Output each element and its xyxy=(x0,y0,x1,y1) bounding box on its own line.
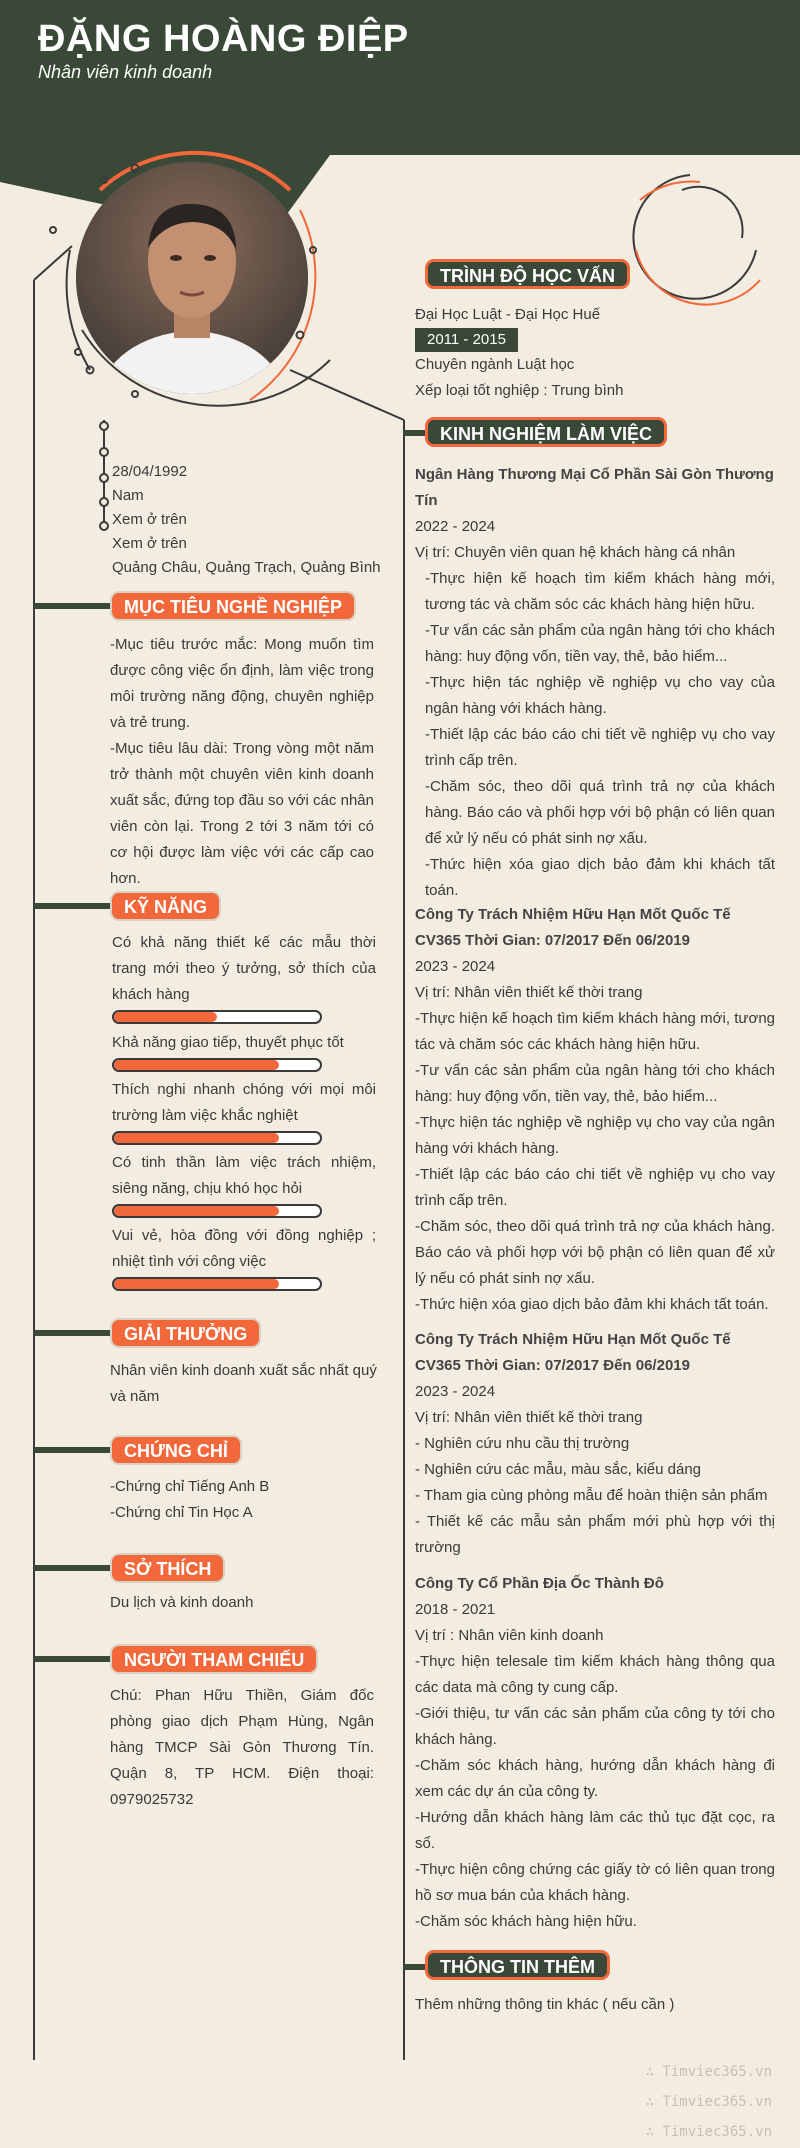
section-connector xyxy=(34,1656,114,1662)
section-title-education: TRÌNH ĐỘ HỌC VẤN xyxy=(425,259,630,289)
date-of-birth: 28/04/1992 xyxy=(112,463,188,480)
job-duty: -Tư vấn các sản phẩm của ngân hàng tới cho khách hàng: huy động vốn, tiền vay, thẻ, bảo hiểm... xyxy=(425,622,775,665)
section-title-skills: KỸ NĂNG xyxy=(110,891,221,921)
skill-level-bar xyxy=(112,1277,322,1291)
skill-level-fill xyxy=(114,1012,217,1022)
education-years: 2011 - 2015 xyxy=(415,328,518,352)
address: Quảng Châu, Quảng Trạch, Quảng Bình xyxy=(112,559,381,576)
skill-label: Thích nghi nhanh chóng với mọi môi trường làm việc khắc nghiệt xyxy=(112,1081,376,1124)
watermark: ∴ Timviec365.vn xyxy=(645,2124,772,2140)
section-connector xyxy=(34,1447,114,1453)
objective-short-term: -Mục tiêu trước mắc: Mong muốn tìm được công việc ổn định, làm việc trong môi trường năng động, chuyên nghiệp và trẻ trung. xyxy=(110,636,374,731)
skill-item xyxy=(112,1030,376,1072)
job-position: Vị trí : Nhân viên kinh doanh xyxy=(415,1627,604,1644)
skill-item xyxy=(112,1150,376,1218)
job-position: Vị trí: Nhân viên thiết kế thời trang xyxy=(415,984,643,1001)
job-duty: -Thực hiện telesale tìm kiếm khách hàng thông qua các data mà công ty cung cấp. xyxy=(415,1653,775,1696)
section-connector xyxy=(34,1330,114,1336)
section-title-objective: MỤC TIÊU NGHỀ NGHIỆP xyxy=(110,591,356,621)
section-title-hobbies: SỞ THÍCH xyxy=(110,1553,225,1583)
email: Xem ở trên xyxy=(112,535,187,552)
section-title-awards: GIẢI THƯỞNG xyxy=(110,1318,261,1348)
watermark-text: Timviec365.vn xyxy=(662,2124,772,2140)
job-entry xyxy=(415,1327,775,1561)
section-connector xyxy=(34,1565,114,1571)
job-duty: -Thực hiện tác nghiệp về nghiệp vụ cho vay của ngân hàng với khách hàng. xyxy=(415,1114,775,1157)
skill-level-fill xyxy=(114,1060,279,1070)
job-duties xyxy=(415,1006,775,1318)
job-duty: -Thực hiện kế hoạch tìm kiếm khách hàng mới, tương tác và chăm sóc các khách hàng hiện hữu. xyxy=(415,1010,775,1053)
watermark: ∴ Timviec365.vn xyxy=(645,2064,772,2080)
skill-label: Vui vẻ, hòa đồng với đồng nghiệp ; nhiệt tình với công việc xyxy=(112,1227,376,1270)
job-years: 2023 - 2024 xyxy=(415,958,496,975)
education-years-row xyxy=(415,328,775,352)
job-duty: -Chăm sóc, theo dõi quá trình trả nợ của khách hàng. Báo cáo và phối hợp với bộ phận có liên quan để xử lý nếu có phát sinh nợ xấu. xyxy=(425,778,775,847)
job-years: 2018 - 2021 xyxy=(415,1601,496,1618)
job-duties xyxy=(415,1431,775,1561)
watermark: ∴ Timviec365.vn xyxy=(645,2094,772,2110)
skill-level-bar xyxy=(112,1010,322,1024)
gender: Nam xyxy=(112,487,144,504)
education-block xyxy=(415,302,775,404)
job-duty: -Chăm sóc, theo dõi quá trình trả nợ của khách hàng. Báo cáo và phối hợp với bộ phận có liên quan để xử lý nếu có phát sinh nợ xấu. xyxy=(415,1218,775,1287)
avatar xyxy=(76,162,308,394)
phone: Xem ở trên xyxy=(112,511,187,528)
skill-level-fill xyxy=(114,1133,279,1143)
candidate-name: ĐẶNG HOÀNG ĐIỆP xyxy=(38,18,409,60)
certificates-list xyxy=(110,1474,380,1526)
job-duty: -Giới thiệu, tư vấn các sản phẩm của công ty tới cho khách hàng. xyxy=(415,1705,775,1748)
job-entry xyxy=(415,462,775,904)
job-position: Vị trí: Nhân viên thiết kế thời trang xyxy=(415,1409,643,1426)
job-years: 2022 - 2024 xyxy=(415,518,496,535)
job-company: Công Ty Cổ Phần Địa Ốc Thành Đô xyxy=(415,1575,664,1592)
job-duty: -Thực hiện tác nghiệp về nghiệp vụ cho vay của ngân hàng với khách hàng. xyxy=(425,674,775,717)
certificate-item: -Chứng chỉ Tiếng Anh B xyxy=(110,1478,270,1495)
job-duty: -Thức hiện xóa giao dịch bảo đảm khi khách tất toán. xyxy=(425,856,775,899)
skill-item xyxy=(112,1223,376,1291)
portrait-image xyxy=(76,162,308,394)
skill-item xyxy=(112,930,376,1024)
job-entry xyxy=(415,902,775,1318)
job-duty: -Thiết lập các báo cáo chi tiết về nghiệp vụ cho vay trình cấp trên. xyxy=(425,726,775,769)
job-company: Ngân Hàng Thương Mại Cổ Phần Sài Gòn Thương Tín xyxy=(415,466,774,509)
job-duty: -Chăm sóc khách hàng hiện hữu. xyxy=(415,1913,637,1930)
skill-level-bar xyxy=(112,1204,322,1218)
skill-item xyxy=(112,1077,376,1145)
job-duty: -Chăm sóc khách hàng, hướng dẫn khách hàng đi xem các dự án của công ty. xyxy=(415,1757,775,1800)
job-duty: -Thực hiện công chứng các giấy tờ có liên quan trong hồ sơ mua bán của khách hàng. xyxy=(415,1861,775,1904)
job-duty: - Thiết kế các mẫu sản phẩm mới phù hợp với thị trường xyxy=(415,1513,775,1556)
job-duties xyxy=(415,1649,775,1935)
education-school: Đại Học Luật - Đại Học Huế xyxy=(415,306,601,323)
job-duty: -Thức hiện xóa giao dịch bảo đảm khi khách tất toán. xyxy=(415,1296,769,1313)
section-title-more-info: THÔNG TIN THÊM xyxy=(425,1950,610,1980)
job-duties xyxy=(415,566,775,904)
job-position: Vị trí: Chuyên viên quan hệ khách hàng cá nhân xyxy=(415,544,736,561)
section-title-references: NGƯỜI THAM CHIẾU xyxy=(110,1644,318,1674)
job-duty: - Nghiên cứu nhu cầu thị trường xyxy=(415,1435,630,1452)
skill-level-bar xyxy=(112,1131,322,1145)
job-entry xyxy=(415,1571,775,1935)
education-grade: Xếp loại tốt nghiệp : Trung bình xyxy=(415,382,624,399)
section-title-certificates: CHỨNG CHỈ xyxy=(110,1435,242,1465)
skill-level-fill xyxy=(114,1206,279,1216)
job-company: Công Ty Trách Nhiệm Hữu Hạn Mốt Quốc Tế CV365 Thời Gian: 07/2017 Đến 06/2019 xyxy=(415,906,731,949)
job-duty: -Tư vấn các sản phẩm của ngân hàng tới cho khách hàng: huy động vốn, tiền vay, thẻ, bảo hiểm... xyxy=(415,1062,775,1105)
section-connector xyxy=(34,603,114,609)
skill-level-bar xyxy=(112,1058,322,1072)
skill-level-fill xyxy=(114,1279,279,1289)
section-connector xyxy=(34,903,114,909)
skill-label: Có khả năng thiết kế các mẫu thời trang mới theo ý tưởng, sở thích của khách hàng xyxy=(112,934,376,1003)
watermark-text: Timviec365.vn xyxy=(662,2094,772,2110)
objective-text xyxy=(110,632,374,892)
awards-text: Nhân viên kinh doanh xuất sắc nhất quý và năm xyxy=(110,1362,377,1405)
more-info-text: Thêm những thông tin khác ( nếu cần ) xyxy=(415,1996,675,2013)
job-duty: -Thiết lập các báo cáo chi tiết về nghiệp vụ cho vay trình cấp trên. xyxy=(415,1166,775,1209)
job-duty: - Tham gia cùng phòng mẫu để hoàn thiện sản phẩm xyxy=(415,1487,768,1504)
job-duty: -Thực hiện kế hoạch tìm kiếm khách hàng mới, tương tác và chăm sóc các khách hàng hiện hữu. xyxy=(425,570,775,613)
candidate-job-title: Nhân viên kinh doanh xyxy=(38,62,213,82)
skill-label: Khả năng giao tiếp, thuyết phục tốt xyxy=(112,1034,344,1051)
job-company: Công Ty Trách Nhiệm Hữu Hạn Mốt Quốc Tế CV365 Thời Gian: 07/2017 Đến 06/2019 xyxy=(415,1331,731,1374)
skill-label: Có tinh thần làm việc trách nhiệm, siêng năng, chịu khó học hỏi xyxy=(112,1154,376,1197)
job-years: 2023 - 2024 xyxy=(415,1383,496,1400)
certificate-item: -Chứng chỉ Tin Học A xyxy=(110,1504,253,1521)
education-major: Chuyên ngành Luật học xyxy=(415,356,575,373)
job-duty: -Hướng dẫn khách hàng làm các thủ tục đặt cọc, ra sổ. xyxy=(415,1809,775,1852)
watermark-text: Timviec365.vn xyxy=(662,2064,772,2080)
section-title-experience: KINH NGHIỆM LÀM VIỆC xyxy=(425,417,667,447)
references-text: Chú: Phan Hữu Thiền, Giám đốc phòng giao dịch Phạm Hùng, Ngân hàng TMCP Sài Gòn Thương Tín. Quận 8, TP HCM. Điện thoại: 0979025732 xyxy=(110,1687,374,1808)
job-duty: - Nghiên cứu các mẫu, màu sắc, kiểu dáng xyxy=(415,1461,702,1478)
hobbies-text: Du lịch và kinh doanh xyxy=(110,1594,254,1611)
objective-long-term: -Mục tiêu lâu dài: Trong vòng một năm trở thành một chuyên viên kinh doanh xuất sắc, đứng top đầu so với các nhân viên còn lại. Trong 2 tới 3 năm tới có cơ hội được làm việc với các cấp cao hơn. xyxy=(110,740,374,887)
personal-info xyxy=(112,460,392,580)
